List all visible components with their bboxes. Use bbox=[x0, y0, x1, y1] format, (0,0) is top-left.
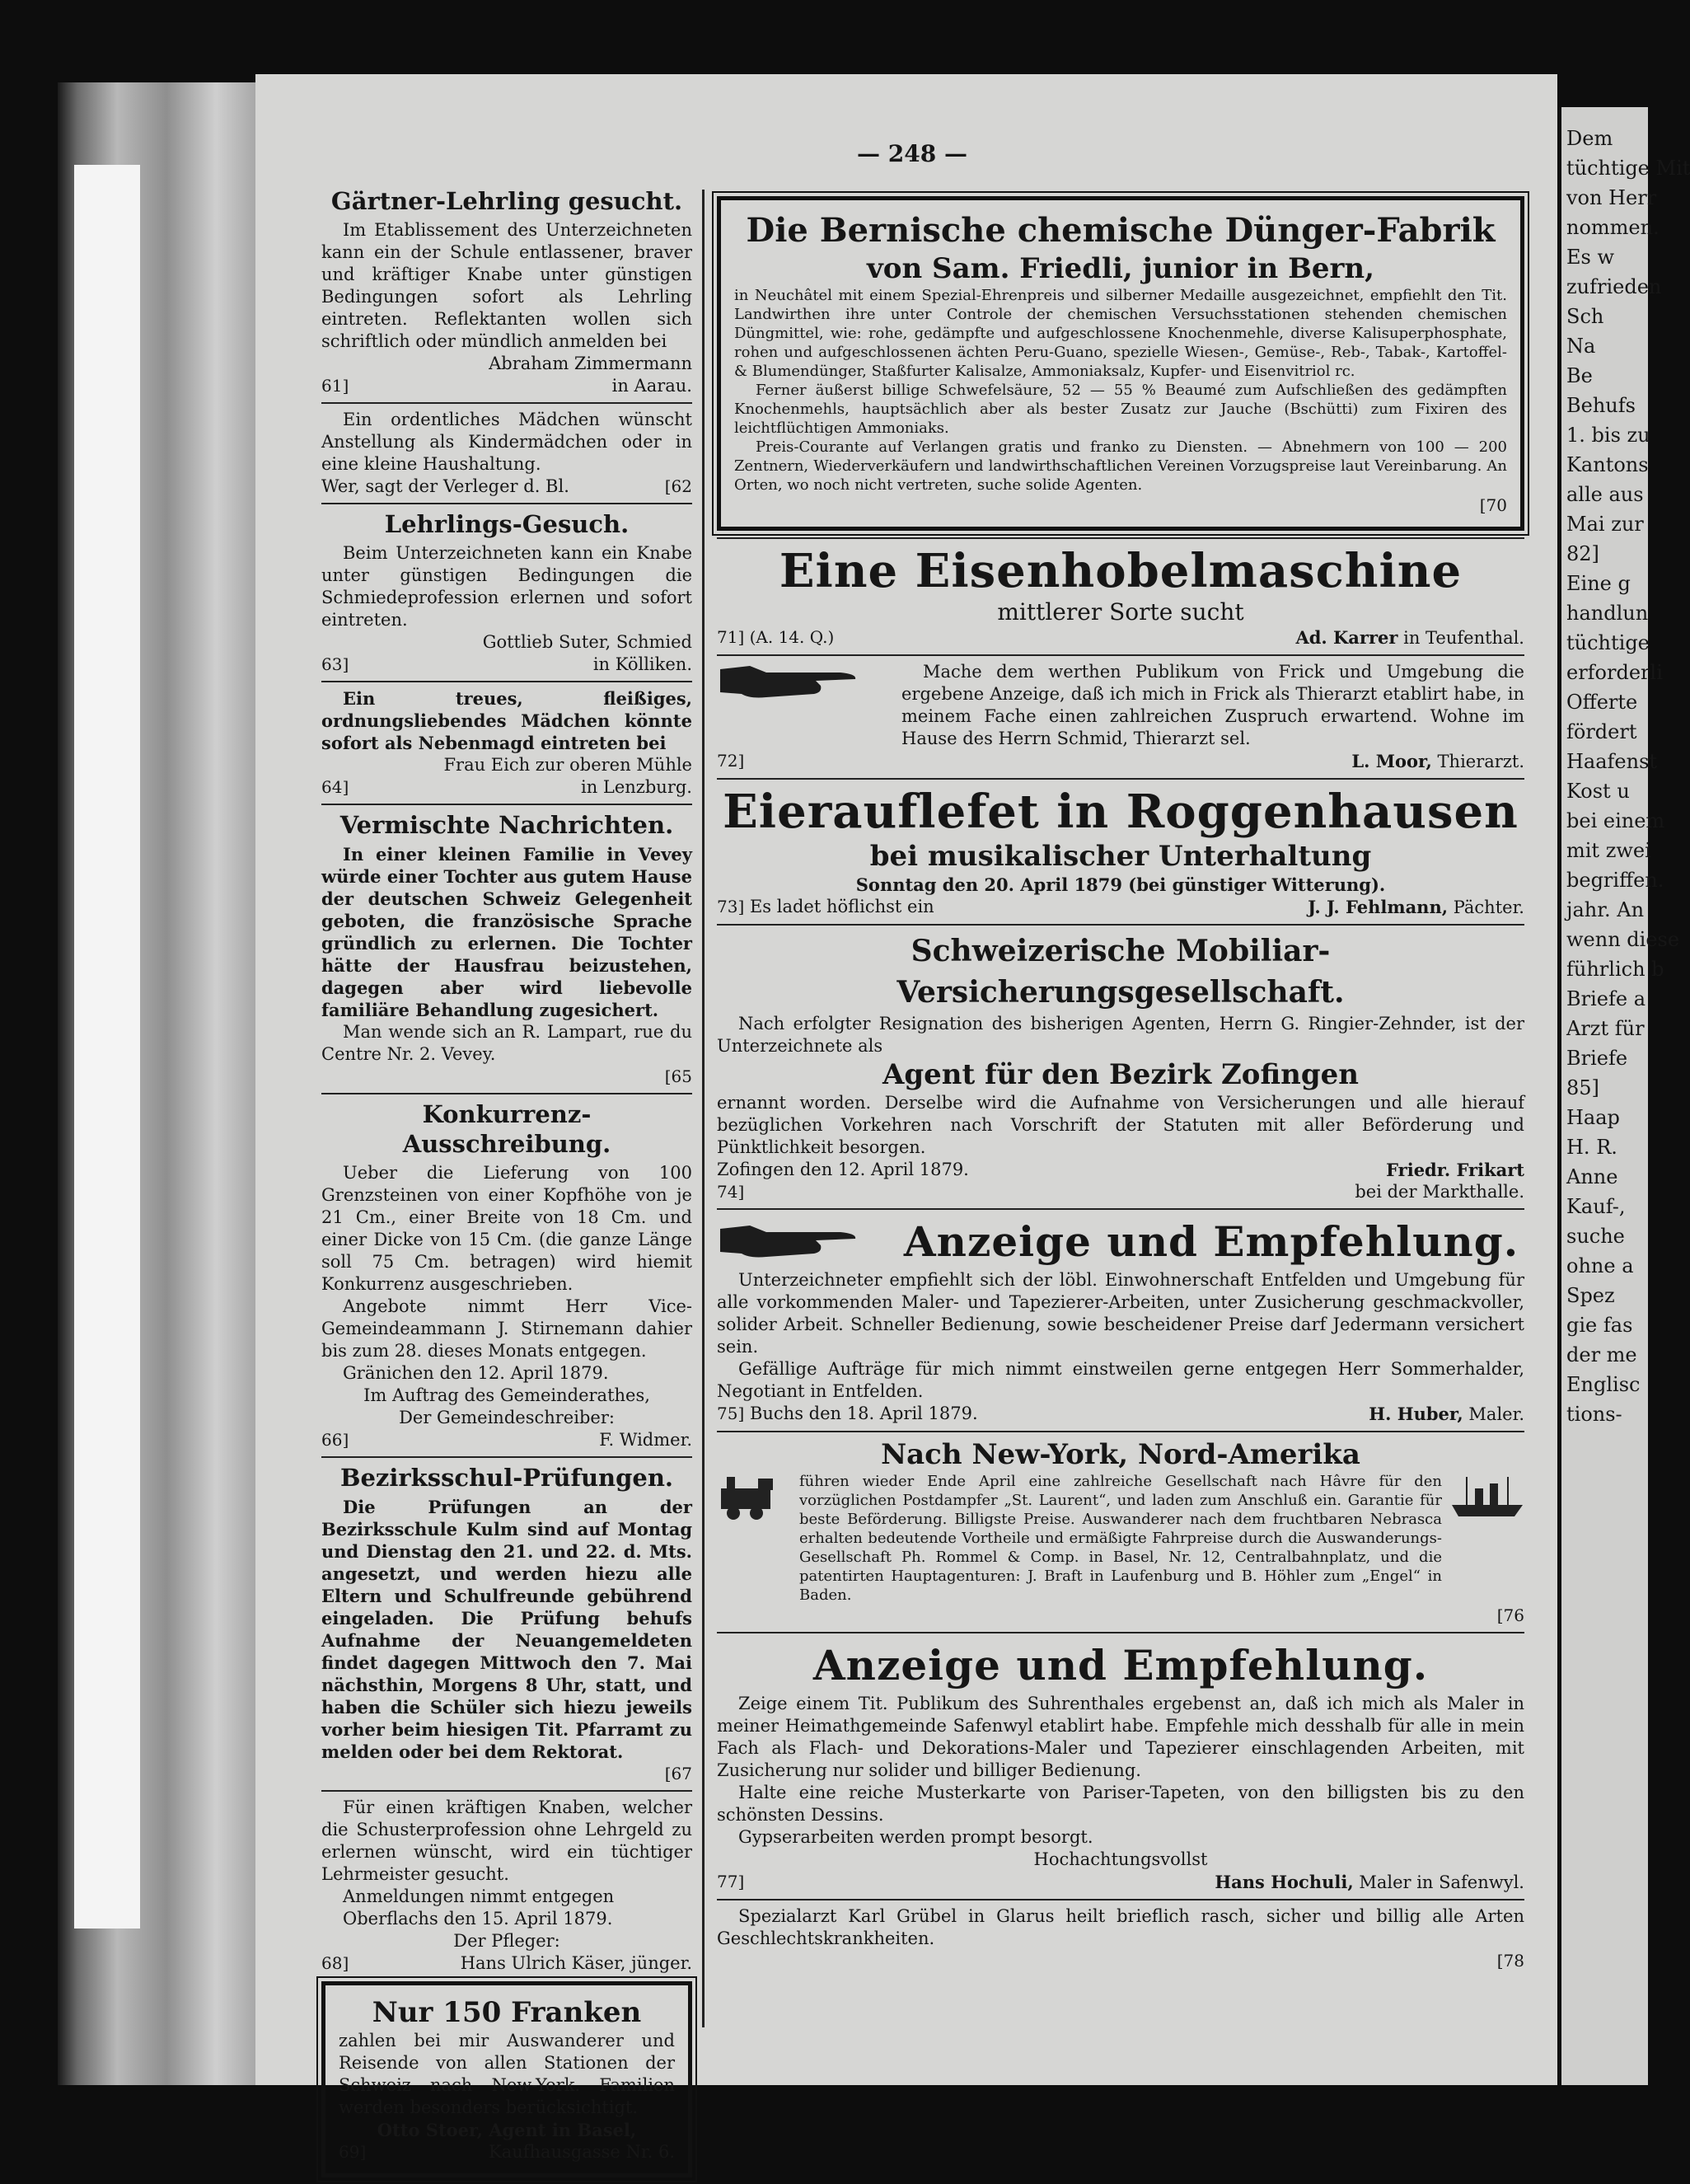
ad-signature: Frau Eich zur oberen Mühle bbox=[443, 755, 692, 775]
next-page-fragment: der me bbox=[1566, 1343, 1637, 1366]
ad-number: [67 bbox=[664, 1764, 692, 1783]
ad-title: Konkurrenz-Ausschreibung. bbox=[402, 1100, 611, 1158]
next-page-fragment: Spez bbox=[1566, 1284, 1615, 1307]
ad-title: Eine Eisenhobelmaschine bbox=[779, 544, 1463, 598]
next-page-fragment: Haap bbox=[1566, 1106, 1620, 1129]
ad-signature: L. Moor, bbox=[1351, 751, 1432, 771]
ad-place: in Teufenthal. bbox=[1403, 628, 1524, 648]
next-page-fragment: zufrieden bbox=[1566, 275, 1662, 298]
next-page-fragment: Kauf-, bbox=[1566, 1195, 1626, 1218]
next-page-fragment: begriffen. bbox=[1566, 869, 1664, 892]
next-page-fragment: Briefe a bbox=[1566, 987, 1646, 1010]
ad-69-box bbox=[321, 1981, 692, 2177]
next-page-fragment: erforderli bbox=[1566, 661, 1663, 684]
ad-place: in Kölliken. bbox=[592, 654, 692, 674]
next-page-fragment: jahr. An bbox=[1566, 898, 1645, 921]
next-page-fragment: Behufs bbox=[1566, 394, 1636, 417]
next-page-fragment: Es w bbox=[1566, 246, 1615, 269]
ad-77 bbox=[717, 1638, 1524, 1894]
next-page-fragment: tüchtige bbox=[1566, 631, 1650, 654]
pointing-hand-icon bbox=[717, 1221, 890, 1263]
middle-column bbox=[717, 190, 1524, 1972]
ad-signature: Hans Ulrich Käser, jünger. bbox=[460, 1953, 692, 1973]
ad-74 bbox=[717, 930, 1524, 1203]
next-page-fragment: Na bbox=[1566, 335, 1596, 358]
ad-number: 73] bbox=[717, 897, 745, 916]
page-number: — 248 — bbox=[857, 140, 967, 167]
ad-71 bbox=[717, 544, 1524, 649]
ad-61 bbox=[321, 186, 692, 397]
ad-text: Anmeldungen nimmt entgegen bbox=[343, 1886, 615, 1906]
ad-signature: Otto Stoer, Agent in Basel, bbox=[377, 2120, 637, 2140]
ad-title: Anzeige und Empfehlung. bbox=[812, 1641, 1429, 1690]
ad-73 bbox=[717, 785, 1524, 919]
ad-title: Nach New-York, Nord-Amerika bbox=[881, 1438, 1360, 1471]
ad-text: Ueber die Lieferung von 100 Grenzsteinen von einer Kopfhöhe von je 21 Cm., einer Breite von 18 Cm. und einer Dicke von 15 Cm. (die ganze Länge soll 75 Cm. betragen) wird hiemit Konkurrenz ausgeschrieben. bbox=[321, 1163, 692, 1294]
ad-title: Nur 150 Franken bbox=[372, 1996, 642, 2029]
divider bbox=[717, 924, 1524, 926]
ad-number: 61] bbox=[321, 376, 349, 396]
ad-text: Mache dem werthen Publikum von Frick und Umgebung die ergebene Anzeige, daß ich mich in Frick als Thierarzt etablirt habe, in meinem Fache einen zahlreichen Zuspruch erwartend. Wohne im Hause des Herrn Schmid, Thierarzt sel. bbox=[901, 662, 1524, 748]
ad-title: Lehrlings-Gesuch. bbox=[384, 510, 630, 538]
next-page-fragment: Be bbox=[1566, 364, 1593, 387]
divider bbox=[321, 1790, 692, 1792]
ad-63 bbox=[321, 509, 692, 676]
next-page-fragment: Kost u bbox=[1566, 780, 1630, 803]
ad-number: 71] (A. 14. Q.) bbox=[717, 627, 835, 647]
ad-subtitle: bei musikalischer Unterhaltung bbox=[869, 840, 1372, 873]
ad-signature-line: Im Auftrag des Gemeinderathes, bbox=[363, 1385, 650, 1405]
ad-text: Angebote nimmt Herr Vice-Gemeindeammann J. Stirnemann dahier bis zum 28. dieses Monats entgegen. bbox=[321, 1296, 692, 1361]
locomotive-icon bbox=[717, 1472, 791, 1521]
ad-signature: Ad. Karrer bbox=[1295, 627, 1398, 648]
ad-text: Unterzeichneter empfiehlt sich der löbl. Einwohnerschaft Entfelden und Umgebung für alle vorkommenden Maler- und Tapezierer-Arbeiten, unter Zusicherung geschmackvoller, solider Arbeit. Schneller Bedienung, sowie bescheidener Preise darf Jedermann versichert sein. bbox=[717, 1270, 1524, 1357]
divider bbox=[321, 681, 692, 682]
ad-number: 66] bbox=[321, 1430, 349, 1450]
ad-greeting: Hochachtungsvollst bbox=[1033, 1849, 1208, 1869]
divider bbox=[717, 1632, 1524, 1633]
ad-role: Maler in Safenwyl. bbox=[1359, 1872, 1524, 1892]
ad-text: Halte eine reiche Musterkarte von Pariser-Tapeten, von den billigsten bis zu den schönsten Dessins. bbox=[717, 1783, 1524, 1825]
ad-67 bbox=[321, 1463, 692, 1785]
next-page-fragment: wenn diese bbox=[1566, 928, 1680, 951]
ad-date: Oberflachs den 15. April 1879. bbox=[343, 1909, 613, 1929]
divider bbox=[717, 1208, 1524, 1210]
next-page-fragment: tions- bbox=[1566, 1403, 1622, 1426]
next-page-fragment: gie fas bbox=[1566, 1314, 1633, 1337]
ad-subtitle: von Sam. Friedli, junior in Bern, bbox=[867, 252, 1374, 285]
ad-78 bbox=[717, 1905, 1524, 1972]
ad-address: Kaufhausgasse Nr. 6. bbox=[489, 2142, 675, 2162]
next-page-fragment: mit zwei bbox=[1566, 839, 1651, 862]
ad-text: Nach erfolgter Resignation des bisherigen Agenten, Herrn G. Ringier-Zehnder, ist der Unterzeichnete als bbox=[717, 1014, 1524, 1056]
next-page-fragment: ohne a bbox=[1566, 1254, 1634, 1277]
ad-number: [65 bbox=[664, 1066, 692, 1086]
ad-role: Thierarzt. bbox=[1437, 752, 1524, 771]
ad-signature: Abraham Zimmermann bbox=[489, 354, 692, 373]
ad-text: Gypserarbeiten werden prompt besorgt. bbox=[738, 1827, 1093, 1847]
ad-subtitle: mittlerer Sorte sucht bbox=[997, 598, 1244, 626]
ad-number: 72] bbox=[717, 751, 745, 771]
paper-slip bbox=[74, 165, 140, 1929]
ad-signature: Hans Hochuli, bbox=[1215, 1872, 1354, 1892]
pointing-hand-icon bbox=[717, 661, 890, 704]
ad-text: Preis-Courante auf Verlangen gratis und franko zu Diensten. — Abnehmern von 100 — 200 Zentnern, Wiederverkäufern und landwirthschaftlichen Vereinen Vorzugspreise laut Vereinbarung. An Orten, wo noch nicht vertreten, suche solide Agenten. bbox=[734, 438, 1507, 494]
ad-number: 63] bbox=[321, 654, 349, 674]
ad-title: Anzeige und Empfehlung. bbox=[903, 1217, 1519, 1266]
ad-text: führen wieder Ende April eine zahlreiche Gesellschaft nach Hâvre für den vorzüglichen Postdampfer „St. Laurent“, und laden zum Anschluß ein. Garantie für beste Beförderung. Billigste Preise. Auswanderer nach dem fruchtbaren Nebrasca erhalten bedeutende Vortheile und ermäßigte Fahrpreise durch die Auswanderungs-Gesellschaft Ph. Rommel & Comp. in Basel, Nr. 12, Centralbahnplatz, und die patentirten Hauptagenturen: J. Braft in Laufenburg und B. Höhler zum „Engel“ in Baden. bbox=[799, 1473, 1442, 1604]
ad-number: 68] bbox=[321, 1953, 349, 1973]
ad-signature: Gottlieb Suter, Schmied bbox=[482, 632, 692, 652]
ad-text: Gefällige Aufträge für mich nimmt einstweilen gerne entgegen Herr Sommerhalder, Negotiant in Entfelden. bbox=[717, 1359, 1524, 1401]
next-page-fragment: führlich b bbox=[1566, 958, 1664, 981]
next-page-fragment: tüchtige Mit bbox=[1566, 157, 1690, 180]
ad-text: in Neuchâtel mit einem Spezial-Ehrenpreis und silberner Medaille ausgezeichnet, empfiehlt den Tit. Landwirthen ihre unter Controle der chemischen Versuchsstationen stehenden chemischen Düngmittel, wie: rohe, gedämpfte und aufgeschlossene Knochenmehle, diverse Kalisuperphosphate, rohen und aufgeschlossenen ächten Peru-Guano, spezielle Wiesen-, Gemüse-, Reb-, Tabak-, Kartoffel- & Blumendünger, Staßfurter Kalisalze, Ammoniaksalz, Kupfer- und Eisenvitriol rc. bbox=[734, 287, 1507, 380]
ad-title: Vermischte Nachrichten. bbox=[339, 811, 674, 839]
next-page-fragment: Briefe bbox=[1566, 1047, 1628, 1070]
next-page-fragment: suche bbox=[1566, 1225, 1625, 1248]
ad-role: bei der Markthalle. bbox=[1355, 1182, 1524, 1202]
ad-number: [78 bbox=[1496, 1951, 1524, 1971]
divider bbox=[321, 804, 692, 805]
next-page-fragment: fördert bbox=[1566, 720, 1637, 743]
ad-text: Die Prüfungen an der Bezirksschule Kulm sind auf Montag und Dienstag den 21. und 22. d. Mts. angesetzt, und werden hiezu alle Eltern und Schulfreunde gebührend eingeladen. Die Prüfung behufs Aufnahme der Neuangemeldeten findet dagegen Mittwoch den 7. Mai nächsthin, Morgens 8 Uhr, statt, und haben die Schüler sich hiezu jeweils vorher beim hiesigen Tit. Pfarramt zu melden oder bei dem Rektorat. bbox=[321, 1497, 692, 1762]
ad-number: 69] bbox=[339, 2142, 367, 2162]
next-page-fragment: von Herr bbox=[1566, 186, 1657, 209]
ad-text: Ein ordentliches Mädchen wünscht Anstellung als Kindermädchen oder in eine kleine Haushaltung. bbox=[321, 410, 692, 474]
ad-signature: F. Widmer. bbox=[599, 1430, 692, 1450]
ad-title: Gärtner-Lehrling gesucht. bbox=[330, 187, 683, 215]
ad-title: Bezirksschul-Prüfungen. bbox=[339, 1464, 674, 1492]
next-page-fragment: nommen. bbox=[1566, 216, 1660, 239]
next-page-fragment: Haafenst bbox=[1566, 750, 1658, 773]
next-page-fragment: Dem bbox=[1566, 127, 1613, 150]
ad-text: Im Etablissement des Unterzeichneten kann ein der Schule entlassener, braver und kräftiger Knabe unter günstigen Bedingungen sofort als Lehrling eintreten. Reflektanten wollen sich schriftlich oder mündlich anmelden bei bbox=[321, 220, 692, 351]
ad-66 bbox=[321, 1099, 692, 1451]
ad-68 bbox=[321, 1797, 692, 1975]
next-page-fragment: 82] bbox=[1566, 542, 1599, 565]
ad-number: [62 bbox=[664, 476, 692, 496]
ad-text: Ein treues, fleißiges, ordnungsliebendes Mädchen könnte sofort als Nebenmagd eintreten bei bbox=[321, 688, 692, 753]
next-page-fragment: Eine g bbox=[1566, 572, 1631, 595]
ad-62 bbox=[321, 409, 692, 498]
ad-text: zahlen bei mir Auswanderer und Reisende von allen Stationen der Schweiz nach New-York. Familien werden besonders berücksichtigt. bbox=[339, 2031, 675, 2117]
ad-text: Es ladet höflichst ein bbox=[749, 897, 934, 916]
ad-text: Spezialarzt Karl Grübel in Glarus heilt brieflich rasch, sicher und billig alle Arten Geschlechtskrankheiten. bbox=[717, 1906, 1524, 1948]
ad-number: 77] bbox=[717, 1872, 745, 1891]
ad-tail: Man wende sich an R. Lampart, rue du Centre Nr. 2. Vevey. bbox=[321, 1022, 692, 1064]
divider bbox=[321, 1093, 692, 1094]
ad-signature: J. J. Fehlmann, bbox=[1308, 897, 1449, 917]
next-page-fragment: 1. bis zu bbox=[1566, 424, 1650, 447]
ad-signature-line: Der Gemeindeschreiber: bbox=[399, 1408, 615, 1427]
ad-65 bbox=[321, 810, 692, 1088]
next-page-fragment: Offerte bbox=[1566, 691, 1638, 714]
ad-date: Buchs den 18. April 1879. bbox=[749, 1404, 978, 1423]
ad-signature: Friedr. Frikart bbox=[1386, 1160, 1524, 1180]
ad-date: Sonntag den 20. April 1879 (bei günstiger Witterung). bbox=[855, 874, 1386, 895]
ad-number: [76 bbox=[1496, 1605, 1524, 1625]
divider bbox=[717, 1899, 1524, 1900]
ad-number: 64] bbox=[321, 777, 349, 797]
ad-text: Für einen kräftigen Knaben, welcher die Schusterprofession ohne Lehrgeld zu erlernen wünscht, wird ein tüchtiger Lehrmeister gesucht. bbox=[321, 1797, 692, 1884]
next-page-fragment: Englisc bbox=[1566, 1373, 1641, 1396]
ad-number: 75] bbox=[717, 1404, 745, 1423]
divider bbox=[321, 1456, 692, 1458]
ad-text: In einer kleinen Familie in Vevey würde einer Tochter aus gutem Hause der deutschen Schweiz Gelegenheit geboten, die französische Sprache gründlich zu erlernen. Die Tochter hätte der Hausfrau beizustehen, dagegen aber wird liebevolle familiäre Behandlung zugesichert. bbox=[321, 844, 692, 1020]
divider bbox=[717, 778, 1524, 780]
divider bbox=[717, 1431, 1524, 1432]
next-page-fragment: alle aus bbox=[1566, 483, 1644, 506]
divider bbox=[321, 402, 692, 404]
ad-number: [70 bbox=[1479, 495, 1507, 515]
next-page-fragment: Sch bbox=[1566, 305, 1604, 328]
steamship-icon bbox=[1450, 1472, 1524, 1521]
next-page-fragment: handlun bbox=[1566, 602, 1649, 625]
ad-title: Schweizerische Mobiliar-Versicherungsgesellschaft. bbox=[896, 934, 1345, 1010]
ad-text: Ferner äußerst billige Schwefelsäure, 52 — 55 % Beaumé zum Aufschließen des gedämpften Knochenmehls, hauptsächlich aber als bester Zusatz zur Jauche (Bschütti) zum Fixiren des leichtflüchtigen Ammoniaks. bbox=[734, 382, 1507, 437]
left-column bbox=[321, 181, 692, 2184]
next-page-fragment: Anne bbox=[1566, 1165, 1618, 1188]
ad-72 bbox=[717, 661, 1524, 773]
divider bbox=[321, 503, 692, 504]
next-page-fragment: bei einem bbox=[1566, 809, 1665, 832]
divider bbox=[717, 654, 1524, 656]
ad-date: Gränichen den 12. April 1879. bbox=[343, 1363, 609, 1383]
column-divider bbox=[702, 190, 705, 2027]
divider bbox=[717, 537, 1524, 539]
ad-subtitle: Agent für den Bezirk Zofingen bbox=[882, 1058, 1360, 1091]
ad-role: Pächter. bbox=[1453, 898, 1524, 917]
ad-number: 74] bbox=[717, 1182, 745, 1202]
next-page-fragment: 85] bbox=[1566, 1076, 1599, 1099]
next-page-edge bbox=[1561, 107, 1690, 2085]
ad-text: ernannt worden. Derselbe wird die Aufnahme von Versicherungen und alle hierauf bezüglichen Vorkehren nach Vorschrift der Statuten mit aller Beförderung und Pünktlichkeit besorgen. bbox=[717, 1093, 1524, 1157]
ad-tail: Wer, sagt der Verleger d. Bl. bbox=[321, 476, 569, 496]
ad-75 bbox=[717, 1215, 1524, 1426]
ad-signature: H. Huber, bbox=[1369, 1404, 1463, 1424]
ad-place: in Lenzburg. bbox=[580, 777, 692, 797]
ad-text: Zeige einem Tit. Publikum des Suhrenthales ergebenst an, daß ich mich als Maler in meiner Heimathgemeinde Safenwyl etablirt habe. Empfehle mich desshalb für alle in mein Fach als Flach- und Dekorations-Maler und Tapezierer einschlagenden Arbeiten, mit Zusicherung nur solider und billiger Bedienung. bbox=[717, 1694, 1524, 1780]
ad-place: in Aarau. bbox=[611, 376, 692, 396]
next-page-fragment: H. R. bbox=[1566, 1136, 1617, 1159]
next-page-fragment: Mai zur bbox=[1566, 513, 1644, 536]
ad-role: Maler. bbox=[1468, 1404, 1524, 1424]
next-page-fragment: Kantons bbox=[1566, 453, 1649, 476]
ad-70-box bbox=[717, 196, 1524, 531]
ad-text: Beim Unterzeichneten kann ein Knabe unter günstigen Bedingungen die Schmiedeprofession erlernen und sofort eintreten. bbox=[321, 543, 692, 630]
ad-signature-line: Der Pfleger: bbox=[453, 1931, 560, 1951]
ad-76 bbox=[717, 1437, 1524, 1627]
ad-64 bbox=[321, 687, 692, 799]
ad-date: Zofingen den 12. April 1879. bbox=[717, 1160, 969, 1179]
next-page-fragment: Arzt für bbox=[1566, 1017, 1645, 1040]
ad-title: Die Bernische chemische Dünger-Fabrik bbox=[746, 211, 1496, 250]
ad-title: Eierauflefet in Roggenhausen bbox=[723, 785, 1519, 839]
